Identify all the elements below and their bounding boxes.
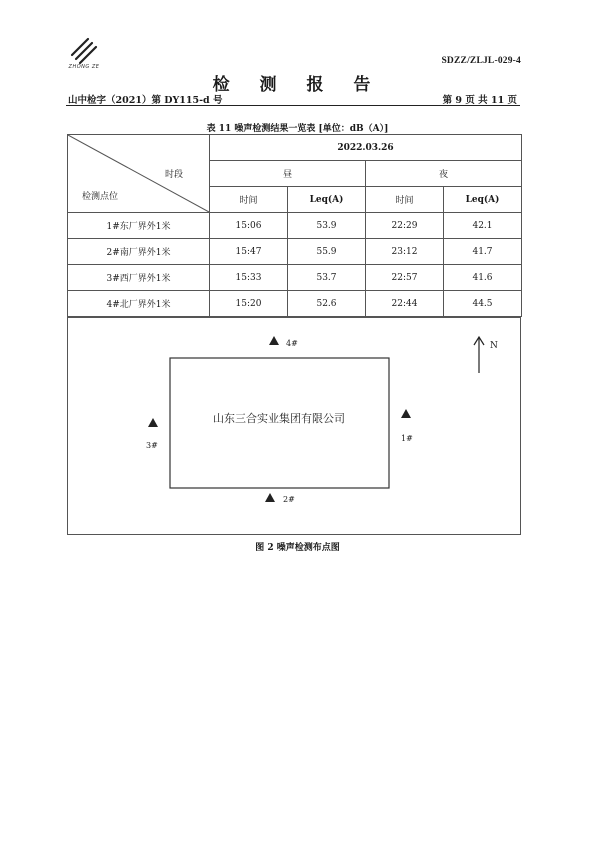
day-time-cell: 15:20 xyxy=(210,291,288,317)
monitoring-map xyxy=(67,317,521,535)
company-logo xyxy=(66,33,102,67)
point-cell: 4#北厂界外1米 xyxy=(68,291,210,317)
night-time-cell: 23:12 xyxy=(366,239,444,265)
north-arrow-icon xyxy=(474,337,484,373)
logo-text: ZHONG ZE xyxy=(68,64,100,70)
point-4-marker-icon xyxy=(269,336,279,345)
corner-point-label: 检测点位 xyxy=(82,192,119,202)
north-label: N xyxy=(490,341,498,351)
day-leq-cell: 55.9 xyxy=(288,239,366,265)
day-time-cell: 15:47 xyxy=(210,239,288,265)
point-1-marker-icon xyxy=(401,409,411,418)
day-leq-cell: 52.6 xyxy=(288,291,366,317)
night-time-cell: 22:57 xyxy=(366,265,444,291)
table-row xyxy=(68,265,522,291)
table-caption: 表 11 噪声检测结果一览表 [单位：dB（A）] xyxy=(206,124,389,134)
night-leq-cell: 41.6 xyxy=(444,265,522,291)
company-name: 山东三合实业集团有限公司 xyxy=(213,412,345,425)
point-1-label: 1# xyxy=(401,434,413,443)
day-time-cell: 15:06 xyxy=(210,213,288,239)
point-cell: 2#南厂界外1米 xyxy=(68,239,210,265)
day-time-header: 时间 xyxy=(210,187,288,213)
night-time-cell: 22:29 xyxy=(366,213,444,239)
table-row xyxy=(68,213,522,239)
night-time-header: 时间 xyxy=(366,187,444,213)
night-leq-cell: 44.5 xyxy=(444,291,522,317)
day-header: 昼 xyxy=(210,161,366,187)
day-leq-cell: 53.7 xyxy=(288,265,366,291)
figure-caption: 图 2 噪声检测布点图 xyxy=(255,543,340,553)
night-leq-cell: 41.7 xyxy=(444,239,522,265)
point-3-marker-icon xyxy=(148,418,158,427)
point-2-label: 2# xyxy=(283,495,295,504)
date-header: 2022.03.26 xyxy=(210,135,522,161)
table-row xyxy=(68,239,522,265)
night-leq-cell: 42.1 xyxy=(444,213,522,239)
corner-period-label: 时段 xyxy=(164,170,183,180)
point-2-marker-icon xyxy=(265,493,275,502)
header-divider xyxy=(66,105,520,106)
point-cell: 3#西厂界外1米 xyxy=(68,265,210,291)
report-title: 检 测 报 告 xyxy=(212,75,383,95)
night-time-cell: 22:44 xyxy=(366,291,444,317)
noise-results-table xyxy=(67,134,522,317)
table-row xyxy=(68,291,522,317)
point-4-label: 4# xyxy=(286,339,298,348)
day-leq-cell: 53.9 xyxy=(288,213,366,239)
night-leq-header: Leq(A) xyxy=(444,187,522,213)
point-3-label: 3# xyxy=(146,441,158,450)
report-id: 山中检字（2021）第 DY115-d 号 xyxy=(68,95,223,106)
day-leq-header: Leq(A) xyxy=(288,187,366,213)
page-info: 第 9 页 共 11 页 xyxy=(442,95,517,106)
night-header: 夜 xyxy=(366,161,522,187)
point-cell: 1#东厂界外1米 xyxy=(68,213,210,239)
table-corner-cell xyxy=(68,135,210,213)
logo-stripes-icon xyxy=(66,33,102,67)
day-time-cell: 15:33 xyxy=(210,265,288,291)
map-canvas xyxy=(68,318,522,536)
document-number: SDZZ/ZLJL-029-4 xyxy=(441,56,521,66)
